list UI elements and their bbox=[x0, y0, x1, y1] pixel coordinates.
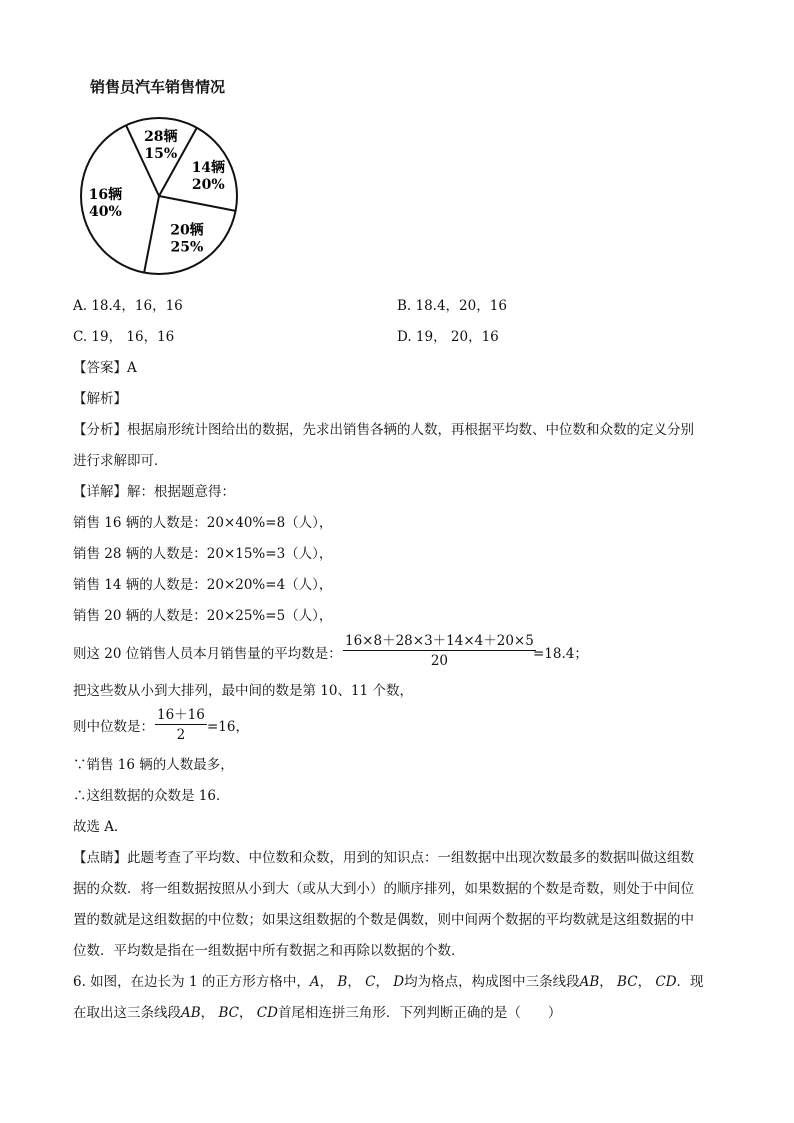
q6-point-b: B bbox=[337, 974, 348, 990]
pie-label-count: 28辆 bbox=[144, 129, 178, 146]
answer-tag: 【答案】 bbox=[73, 360, 127, 376]
mean-numerator: 16×8＋28×3＋14×4＋20×5 bbox=[345, 633, 534, 649]
median-fraction bbox=[155, 707, 207, 743]
option-c: C. 19， 16，16 bbox=[73, 329, 175, 345]
fenxi-tag: 【分析】 bbox=[73, 422, 127, 438]
analysis-tag: 【解析】 bbox=[73, 391, 127, 407]
pie-label-count: 16辆 bbox=[88, 187, 123, 204]
dianjing-line-3: 置的数就是这组数据的中位数；如果这组数据的个数是偶数，则中间两个数据的平均数就是这组数据的中 bbox=[73, 912, 694, 928]
q6-point-c: C bbox=[365, 974, 376, 990]
pie-label-percent: 15% bbox=[144, 146, 178, 163]
median-result: =16， bbox=[207, 719, 249, 735]
pie-label-count: 14辆 bbox=[191, 159, 226, 176]
pie-chart bbox=[70, 106, 250, 286]
option-d: D. 19， 20，16 bbox=[397, 329, 499, 345]
mean-fraction bbox=[343, 633, 536, 669]
detail-intro-text: 解：根据题意得： bbox=[127, 484, 235, 500]
median-numerator: 16＋16 bbox=[157, 707, 205, 723]
because-line: ∵销售 16 辆的人数最多， bbox=[73, 757, 234, 773]
q6-point-d: D bbox=[393, 974, 405, 990]
option-b: B. 18.4，20，16 bbox=[397, 298, 507, 314]
q6-text-2a: 在取出这三条线段 bbox=[73, 1005, 181, 1021]
mean-denominator: 20 bbox=[430, 653, 448, 669]
q6-seg-cd: CD bbox=[655, 974, 677, 990]
detail-line-4: 销售 20 辆的人数是：20×25%=5（人）， bbox=[73, 608, 333, 624]
median-fraction-bar bbox=[155, 724, 207, 725]
pie-label-percent: 40% bbox=[88, 204, 122, 221]
pie-label-percent: 25% bbox=[170, 239, 204, 256]
detail-tag: 【详解】 bbox=[73, 484, 127, 500]
chart-title: 销售员汽车销售情况 bbox=[90, 78, 226, 96]
q6-text-1b: 均为格点，构成图中三条线段 bbox=[404, 974, 580, 990]
pie-label-percent: 20% bbox=[191, 176, 225, 193]
q6-line-2: 在取出这三条线段AB， BC， CD首尾相连拼三角形．下列判断正确的是（ ） bbox=[73, 1005, 562, 1021]
dianjing-line-4: 位数．平均数是指在一组数据中所有数据之和再除以数据的个数． bbox=[73, 943, 465, 959]
dianjing-line-2: 据的众数．将一组数据按照从小到大（或从大到小）的顺序排列，如果数据的个数是奇数，则处于中间位 bbox=[73, 881, 694, 897]
option-a: A. 18.4，16，16 bbox=[73, 298, 183, 314]
q6-seg-ab: AB bbox=[579, 974, 600, 990]
q6-line-1: 6. 如图，在边长为 1 的正方形方格中，A， B， C， D均为格点，构成图中三条线段AB， BC， CD．现 bbox=[73, 974, 704, 990]
detail-intro bbox=[73, 483, 235, 501]
therefore-line: ∴这组数据的众数是 16． bbox=[73, 788, 230, 804]
pie-label-count: 20辆 bbox=[170, 222, 204, 239]
mean-prefix: 则这 20 位销售人员本月销售量的平均数是： bbox=[73, 646, 342, 662]
answer-line bbox=[73, 359, 137, 377]
q6-seg-ab-2: AB bbox=[181, 1005, 201, 1021]
choose-line: 故选 A． bbox=[73, 819, 128, 835]
fenxi-text-1: 根据扇形统计图给出的数据，先求出销售各辆的人数，再根据平均数、中位数和众数的定义分别 bbox=[127, 422, 694, 438]
detail-line-1: 销售 16 辆的人数是：20×40%=8（人）， bbox=[73, 515, 333, 531]
sort-line: 把这些数从小到大排列，最中间的数是第 10、11 个数， bbox=[73, 683, 413, 699]
dianjing-tag: 【点睛】 bbox=[73, 850, 127, 866]
q6-seg-bc: BC bbox=[617, 974, 638, 990]
fenxi-line-1 bbox=[73, 421, 694, 439]
q6-seg-cd-2: CD bbox=[256, 1005, 278, 1021]
q6-seg-bc-2: BC bbox=[218, 1005, 239, 1021]
fenxi-line-2: 进行求解即可． bbox=[73, 453, 168, 469]
q6-text-1a: 6. 如图，在边长为 1 的正方形方格中， bbox=[73, 974, 310, 990]
detail-line-3: 销售 14 辆的人数是：20×20%=4（人）， bbox=[73, 577, 333, 593]
detail-line-2: 销售 28 辆的人数是：20×15%=3（人）， bbox=[73, 546, 333, 562]
q6-point-a: A bbox=[309, 974, 320, 990]
median-denominator: 2 bbox=[176, 727, 186, 743]
mean-fraction-bar bbox=[343, 650, 536, 651]
q6-now: ．现 bbox=[676, 974, 704, 990]
dianjing-line-1 bbox=[73, 849, 694, 867]
answer-value: A bbox=[127, 360, 137, 376]
median-prefix: 则中位数是： bbox=[73, 719, 154, 735]
dianjing-text-1: 此题考查了平均数、中位数和众数，用到的知识点：一组数据中出现次数最多的数据叫做这组数 bbox=[127, 850, 694, 866]
mean-result: =18.4； bbox=[533, 646, 588, 662]
q6-text-2b: 首尾相连拼三角形．下列判断正确的是（ ） bbox=[277, 1005, 562, 1021]
